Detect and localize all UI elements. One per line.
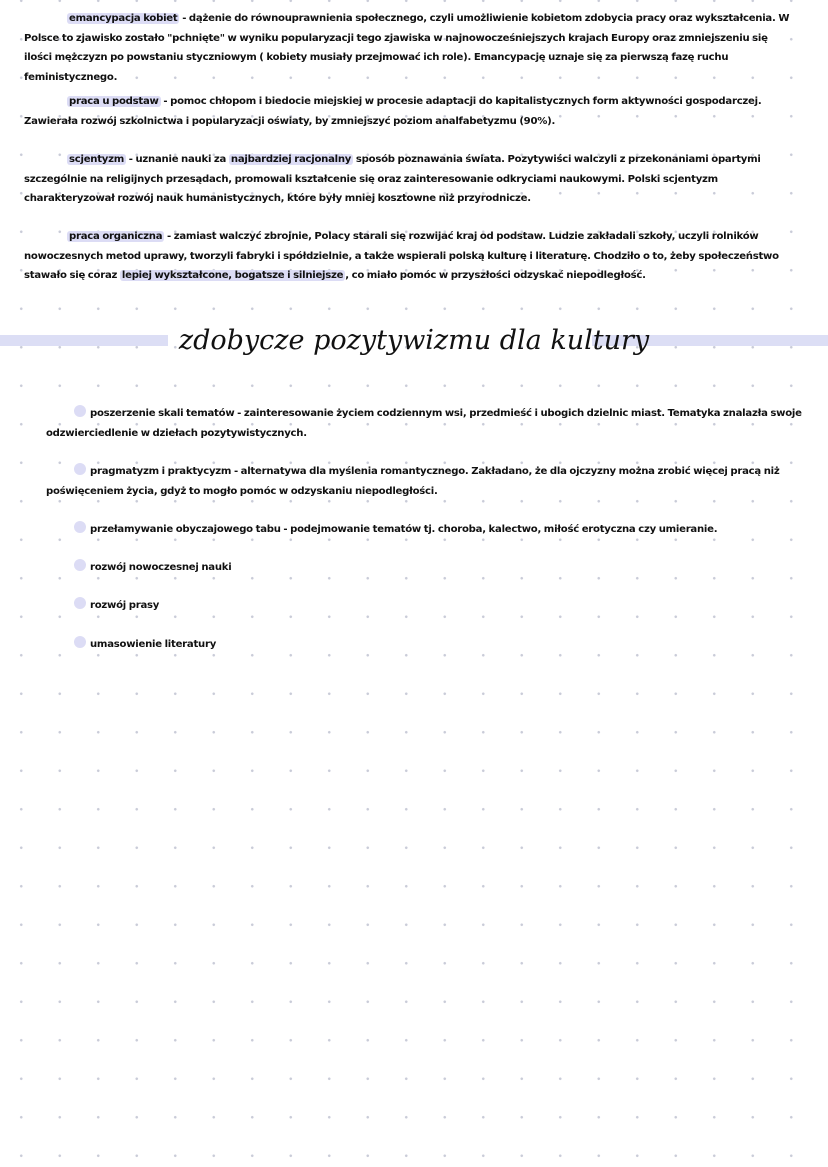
paragraph-praca-organiczna bbox=[24, 227, 794, 286]
term-highlight: praca u podstaw bbox=[69, 96, 159, 107]
paragraph-emancypacja bbox=[24, 9, 794, 87]
list-item bbox=[46, 635, 806, 655]
bullet-dot-icon bbox=[74, 521, 86, 533]
paragraph-praca-u-podstaw bbox=[24, 92, 794, 131]
list-item-text: umasowienie literatury bbox=[90, 639, 217, 650]
phrase-highlight: lepiej wykształcone, bogatsze i silniejsze bbox=[121, 270, 344, 281]
paragraph-text: - pomoc chłopom i biedocie miejskiej w procesie adaptacji do kapitalistycznych form aktywności gospodarczej. Zawierała rozwój szkolnictwa i popularyzacji oświaty, by zmniejszyć poziom analfabetyzmu (90%). bbox=[24, 96, 762, 127]
paragraph-text: - dążenie do równouprawnienia społecznego, czyli umożliwienie kobietom zdobycia pracy oraz wykształcenia. W Polsce to zjawisko zostało "pchnięte" w wyniku popularyzacji tego zjawiska w najnowocześniejszych krajach Europy oraz zmniejszeniu się ilości mężczyzn po powstaniu styczniowym ( kobiety musiały przejmować ich role). Emancypację uznaje się za pierwszą fazę ruchu feministycznego. bbox=[24, 13, 790, 83]
bullet-dot-icon bbox=[74, 463, 86, 475]
list-item-text: rozwój prasy bbox=[90, 600, 160, 611]
paragraph-text: - zamiast walczyć zbrojnie, Polacy starali się rozwijać kraj od podstaw. Ludzie zakładali szkoły, uczyli rolników nowoczesnych metod uprawy, tworzyli fabryki i spółdzielnie, a także wspierali polską kulturę i literaturę. Chodziło o to, żeby społeczeństwo stawało się coraz bbox=[24, 231, 779, 281]
list-item-text: pragmatyzm i praktycyzm - alternatywa dla myślenia romantycznego. Zakładano, że dla ojczyzny można zrobić więcej pracą niż poświęceniem życia, gdyż to mogło pomóc w odzyskaniu niepodległości. bbox=[46, 466, 780, 497]
list-item-text: poszerzenie skali tematów - zainteresowanie życiem codziennym wsi, przedmieść i ubogich dzielnic miast. Tematyka znalazła swoje odzwierciedlenie w dziełach pozytywistycznych. bbox=[46, 408, 802, 439]
bullet-dot-icon bbox=[74, 559, 86, 571]
paragraph-text: sposób poznawania świata. Pozytywiści walczyli z przekonaniami opartymi szczególnie na religijnych przesądach, promowali kształcenie się oraz zainteresowanie odkryciami naukowymi. Polski scjentyzm charakteryzował rozwój nauk humanistycznych, które były mniej kosztowne niż przyrodnicze. bbox=[24, 154, 761, 204]
section-header bbox=[0, 325, 828, 367]
bullet-dot-icon bbox=[74, 597, 86, 609]
list-item-text: przełamywanie obyczajowego tabu - podejmowanie tematów tj. choroba, kalectwo, miłość erotyczna czy umieranie. bbox=[90, 524, 718, 535]
list-item-text: rozwój nowoczesnej nauki bbox=[90, 562, 232, 573]
bullet-dot-icon bbox=[74, 405, 86, 417]
term-highlight: praca organiczna bbox=[69, 231, 163, 242]
phrase-highlight: najbardziej racjonalny bbox=[230, 154, 352, 165]
list-item bbox=[46, 462, 806, 501]
bullet-dot-icon bbox=[74, 636, 86, 648]
term-highlight: emancypacja kobiet bbox=[69, 13, 178, 24]
paragraph-text: - uznanie nauki za bbox=[126, 154, 229, 165]
list-item bbox=[46, 404, 806, 443]
list-item bbox=[46, 520, 806, 540]
list-item bbox=[46, 596, 806, 616]
term-highlight: scjentyzm bbox=[69, 154, 125, 165]
list-item bbox=[46, 558, 806, 578]
section-title: zdobycze pozytywizmu dla kultury bbox=[178, 325, 650, 356]
paragraph-scjentyzm bbox=[24, 150, 794, 209]
paragraph-text: , co miało pomóc w przyszłości odzyskać niepodległość. bbox=[345, 270, 646, 281]
